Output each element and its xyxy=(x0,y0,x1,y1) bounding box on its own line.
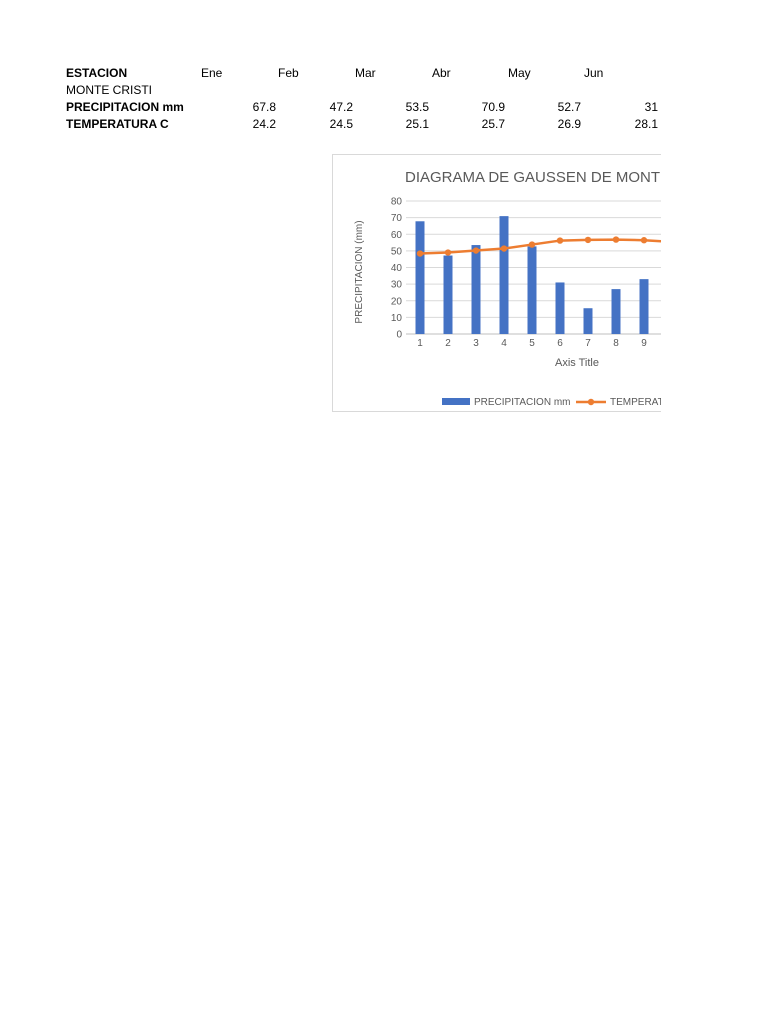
y-tick-label: 80 xyxy=(390,196,402,208)
y-tick-label: 10 xyxy=(390,312,402,324)
bar xyxy=(556,282,565,334)
station-name: MONTE CRISTI xyxy=(66,83,152,97)
legend-label-precipitation: PRECIPITACION mm xyxy=(474,397,571,408)
x-tick-label: 7 xyxy=(585,338,591,349)
bar xyxy=(584,308,593,334)
bar xyxy=(500,216,509,334)
precip-value-jan: 67.8 xyxy=(252,100,276,114)
y-tick-label: 50 xyxy=(390,246,402,258)
legend-label-temperature: TEMPERAT xyxy=(610,397,664,408)
legend-marker-temperature xyxy=(588,399,594,405)
precip-value-jun: 31 xyxy=(644,100,658,114)
x-tick-label: 1 xyxy=(417,338,423,349)
legend-swatch-precipitation xyxy=(442,398,470,405)
precip-value-mar: 53.5 xyxy=(405,100,429,114)
bar xyxy=(416,221,425,334)
y-tick-label: 0 xyxy=(396,329,402,341)
temperature-point xyxy=(613,236,619,242)
temp-value-jan: 24.2 xyxy=(252,117,276,131)
temperature-point xyxy=(445,249,451,255)
chart-title: DIAGRAMA DE GAUSSEN DE MONT xyxy=(405,169,661,186)
y-tick-label: 20 xyxy=(390,296,402,308)
y-axis-title: PRECIPITACION (mm) xyxy=(354,220,365,324)
row-label-temp: TEMPERATURA C xyxy=(66,117,169,131)
precip-value-apr: 70.9 xyxy=(481,100,505,114)
x-tick-label: 5 xyxy=(529,338,535,349)
y-tick-label: 70 xyxy=(390,213,402,225)
chart-border xyxy=(333,155,662,412)
header-month-jun: Jun xyxy=(584,66,604,80)
temp-value-may: 26.9 xyxy=(557,117,581,131)
row-label-precip: PRECIPITACION mm xyxy=(66,100,184,114)
bar xyxy=(640,279,649,334)
gaussen-chart xyxy=(332,150,664,420)
chart-clip xyxy=(332,150,664,420)
temperature-point xyxy=(473,247,479,253)
temp-value-jun: 28.1 xyxy=(634,117,658,131)
bar xyxy=(612,289,621,334)
temperature-point xyxy=(641,237,647,243)
header-month-feb: Feb xyxy=(278,66,299,80)
x-tick-label: 6 xyxy=(557,338,563,349)
y-tick-label: 40 xyxy=(390,263,402,274)
temperature-point xyxy=(585,237,591,243)
temperature-point xyxy=(501,245,507,251)
bar xyxy=(444,256,453,334)
y-tick-label: 30 xyxy=(390,279,402,291)
header-month-jan: Ene xyxy=(201,66,223,80)
precip-value-may: 52.7 xyxy=(557,100,581,114)
bar xyxy=(528,246,537,334)
temp-value-feb: 24.5 xyxy=(329,117,353,131)
temperature-point xyxy=(417,250,423,256)
x-tick-label: 4 xyxy=(501,338,507,349)
x-tick-label: 2 xyxy=(445,338,451,349)
header-month-mar: Mar xyxy=(355,66,376,80)
temp-value-apr: 25.7 xyxy=(481,117,505,131)
x-tick-label: 8 xyxy=(613,338,619,349)
x-tick-label: 9 xyxy=(641,338,647,349)
x-axis-title: Axis Title xyxy=(554,357,600,369)
y-tick-label: 60 xyxy=(390,229,402,241)
header-label: ESTACION xyxy=(66,66,128,80)
header-month-may: May xyxy=(508,66,531,80)
x-tick-label: 3 xyxy=(473,338,479,349)
temperature-point xyxy=(557,237,563,243)
bar xyxy=(472,245,481,334)
header-month-apr: Abr xyxy=(432,66,451,80)
precip-value-feb: 47.2 xyxy=(329,100,353,114)
temp-value-mar: 25.1 xyxy=(405,117,429,131)
temperature-point xyxy=(529,241,535,247)
